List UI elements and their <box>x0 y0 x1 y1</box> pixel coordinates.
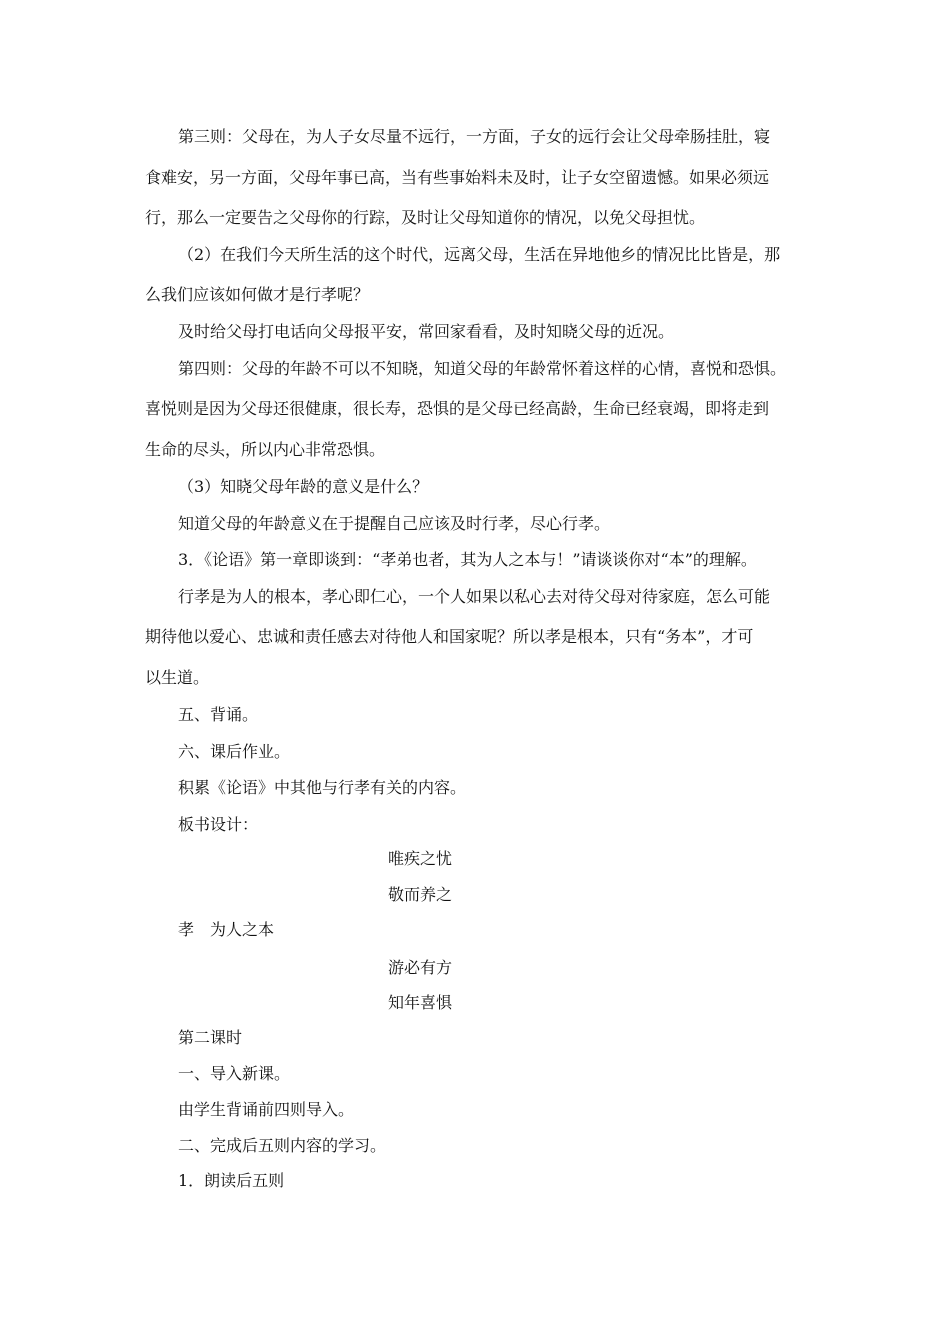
section-heading: 一、导入新课。 <box>178 1064 291 1083</box>
paragraph-line: 1．朗读后五则 <box>178 1171 285 1190</box>
paragraph-line: （2）在我们今天所生活的这个时代，远离父母，生活在异地他乡的情况比比皆是，那 <box>178 245 781 264</box>
section-heading: 二、完成后五则内容的学习。 <box>178 1136 387 1155</box>
paragraph-line: 以生道。 <box>145 668 210 687</box>
section-heading: 板书设计： <box>178 815 259 834</box>
blackboard-center: 孝 为人之本 <box>178 920 275 939</box>
blackboard-item: 敬而养之 <box>388 885 453 904</box>
paragraph-line: 3．《论语》第一章即谈到：“孝弟也者，其为人之本与！”请谈谈你对“本”的理解。 <box>178 550 757 569</box>
paragraph-line: 行孝是为人的根本，孝心即仁心，一个人如果以私心去对待父母对待家庭，怎么可能 <box>178 587 771 606</box>
blackboard-item: 唯疾之忧 <box>388 849 453 868</box>
paragraph-line: 喜悦则是因为父母还很健康，很长寿，恐惧的是父母已经高龄，生命已经衰竭，即将走到 <box>145 399 770 418</box>
paragraph-line: 么我们应该如何做才是行孝呢？ <box>145 285 370 304</box>
paragraph-line: 由学生背诵前四则导入。 <box>178 1100 355 1119</box>
paragraph-line: 及时给父母打电话向父母报平安，常回家看看，及时知晓父母的近况。 <box>178 322 675 341</box>
paragraph-line: 期待他以爱心、忠诚和责任感去对待他人和国家呢？所以孝是根本，只有“务本”，才可 <box>145 627 754 646</box>
paragraph-line: 食难安，另一方面，父母年事已高，当有些事始料未及时，让子女空留遗憾。如果必须远 <box>145 168 770 187</box>
paragraph-line: 知道父母的年龄意义在于提醒自己应该及时行孝，尽心行孝。 <box>178 514 611 533</box>
paragraph-line: 第三则：父母在，为人子女尽量不远行，一方面，子女的远行会让父母牵肠挂肚，寝 <box>178 127 771 146</box>
paragraph-line: （3）知晓父母年龄的意义是什么？ <box>178 477 429 496</box>
paragraph-line: 第四则：父母的年龄不可以不知晓，知道父母的年龄常怀着这样的心情，喜悦和恐惧。 <box>178 359 787 378</box>
paragraph-line: 生命的尽头，所以内心非常恐惧。 <box>145 440 386 459</box>
blackboard-item: 游必有方 <box>388 958 453 977</box>
paragraph-line: 积累《论语》中其他与行孝有关的内容。 <box>178 778 467 797</box>
section-heading: 五、背诵。 <box>178 705 259 724</box>
section-heading: 六、课后作业。 <box>178 742 291 761</box>
section-heading: 第二课时 <box>178 1028 243 1047</box>
blackboard-item: 知年喜惧 <box>388 993 453 1012</box>
paragraph-line: 行，那么一定要告之父母你的行踪，及时让父母知道你的情况，以免父母担忧。 <box>145 208 706 227</box>
